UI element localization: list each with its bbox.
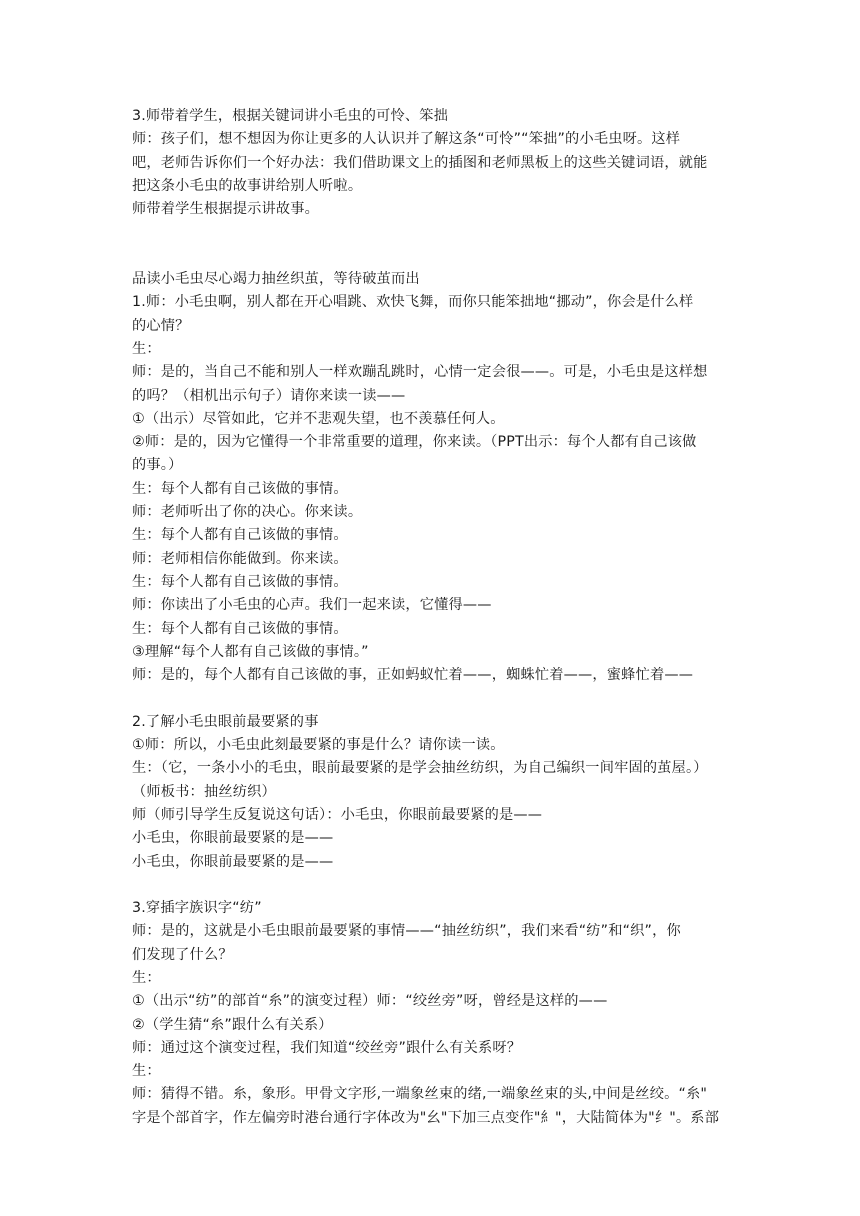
text-line: 师：是的，当自己不能和别人一样欢蹦乱跳时，心情一定会很——。可是，小毛虫是这样想 (132, 364, 708, 381)
text-line: ①（出示“纺”的部首“糸”的演变过程）师：“绞丝旁”呀，曾经是这样的—— (132, 993, 608, 1010)
section-heading: 3.师带着学生，根据关键词讲小毛虫的可怜、笨拙 (132, 108, 449, 124)
text-line: 把这条小毛虫的故事讲给别人听啦。 (132, 177, 363, 194)
text-line: 师：猜得不错。糸，象形。甲骨文字形,一端象丝束的绪,一端象丝束的头,中间是丝绞。“糸" (132, 1086, 708, 1103)
text-line: 生： (132, 969, 161, 986)
section-heading: 3.穿插字族识字“纺” (132, 900, 262, 917)
text-line: 字是个部首字，作左偏旁时港台通行字体改为"幺"下加三点变作"糹"，大陆简体为"纟"。系部 (132, 1109, 720, 1126)
text-line: 师：你读出了小毛虫的心声。我们一起来读，它懂得—— (132, 597, 492, 614)
section-heading: 品读小毛虫尽心竭力抽丝织茧，等待破茧而出 (132, 271, 420, 288)
section-heading: 2.了解小毛虫眼前最要紧的事 (132, 713, 319, 730)
document-body (132, 105, 738, 1130)
text-line: 生：（它，一条小小的毛虫，眼前最要紧的是学会抽丝纺织，为自己编织一间牢固的茧屋。） (132, 760, 708, 777)
text-line: 生：每个人都有自己该做的事情。 (132, 527, 348, 544)
text-line: 小毛虫，你眼前最要紧的是—— (132, 853, 334, 870)
text-line: 生：每个人都有自己该做的事情。 (132, 480, 348, 497)
text-line: 师带着学生根据提示讲故事。 (132, 201, 320, 218)
text-line: 生：每个人都有自己该做的事情。 (132, 620, 348, 637)
text-line: ①师：所以，小毛虫此刻最要紧的事是什么？请你读一读。 (132, 737, 505, 754)
text-line: 师：是的，每个人都有自己该做的事，正如蚂蚁忙着——，蜘蛛忙着——，蜜蜂忙着—— (132, 667, 694, 684)
text-line: （师板书：抽丝纺织） (132, 783, 276, 800)
text-line: 的心情？ (132, 317, 190, 334)
text-line: 的吗？（相机出示句子）请你来读一读—— (132, 387, 406, 404)
text-line: 1.师：小毛虫啊，别人都在开心唱跳、欢快飞舞，而你只能笨拙地“挪动”，你会是什么样 (132, 294, 694, 311)
paragraph-gap (132, 687, 738, 710)
paragraph-gap (132, 874, 738, 897)
text-line: 师：孩子们，想不想因为你让更多的人认识并了解这条“可怜”“笨拙”的小毛虫呀。这样 (132, 131, 681, 148)
text-line: 师：通过这个演变过程，我们知道“绞丝旁”跟什么有关系呀？ (132, 1039, 522, 1056)
text-line: 生： (132, 340, 161, 357)
text-line: 生：每个人都有自己该做的事情。 (132, 573, 348, 590)
text-line: 吧，老师告诉你们一个好办法：我们借助课文上的插图和老师黑板上的这些关键词语，就能 (132, 154, 708, 171)
text-line: 师：老师相信你能做到。你来读。 (132, 550, 348, 567)
text-line: 师：老师听出了你的决心。你来读。 (132, 504, 363, 521)
text-line: 生： (132, 1063, 161, 1080)
text-line: 师（师引导学生反复说这句话）：小毛虫，你眼前最要紧的是—— (132, 806, 543, 823)
paragraph-gap (132, 221, 738, 268)
text-line: 小毛虫，你眼前最要紧的是—— (132, 830, 334, 847)
text-line: ③理解“每个人都有自己该做的事情。” (132, 643, 369, 660)
text-line: ①（出示）尽管如此，它并不悲观失望，也不羡慕任何人。 (132, 410, 505, 427)
text-line: 的事。） (132, 457, 183, 474)
text-line: ②师：是的，因为它懂得一个非常重要的道理，你来读。（PPT出示：每个人都有自己该做 (132, 434, 697, 451)
text-line: 们发现了什么？ (132, 946, 233, 963)
text-line: 师：是的，这就是小毛虫眼前最要紧的事情——“抽丝纺织”，我们来看“纺”和“织”，你 (132, 923, 681, 940)
text-line: ②（学生猜“糸”跟什么有关系） (132, 1016, 333, 1033)
